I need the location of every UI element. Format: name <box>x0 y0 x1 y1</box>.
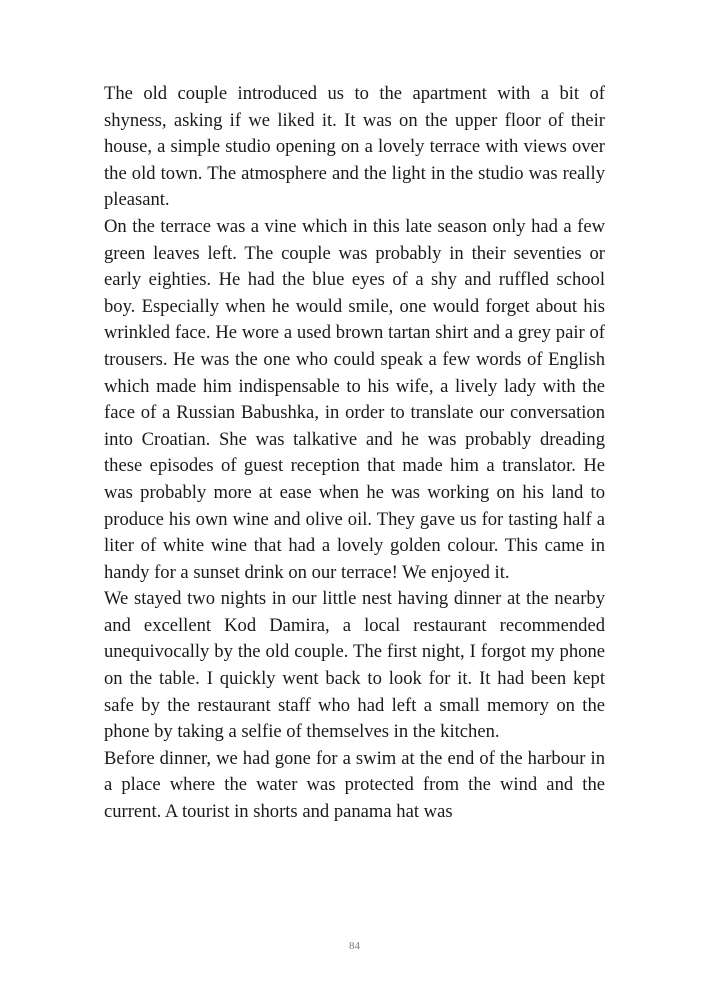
paragraph-dinner-phone: We stayed two nights in our little nest having dinner at the nearby and excellent Kod Damira, a local restaurant recommended unequivocally by the old couple. The first night, I forgot my phone on the table. I quickly went back to look for it. It had been kept safe by the restaurant staff who had left a small memory on the phone by taking a selfie of themselves in the kitchen. <box>104 588 605 743</box>
body-text <box>104 81 605 826</box>
paragraph-terrace-couple: On the terrace was a vine which in this late season only had a few green leaves left. The couple was probably in their seventies or early eighties. He had the blue eyes of a shy and ruffled school boy. Especially when he would smile, one would forget about his wrinkled face. He wore a used brown tartan shirt and a grey pair of trousers. He was the one who could speak a few words of English which made him indispensable to his wife, a lively lady with the face of a Russian Babushka, in order to translate our conversation into Croatian. She was talkative and he was probably dreading these episodes of guest reception that made him a translator. He was probably more at ease when he was working on his land to produce his own wine and olive oil. They gave us for tasting half a liter of white wine that had a lovely golden colour. This came in handy for a sunset drink on our terrace! We enjoyed it. <box>104 215 605 583</box>
paragraph-swim: Before dinner, we had gone for a swim at the end of the harbour in a place where the water was protected from the wind and the current. A tourist in shorts and panama hat was <box>104 747 605 823</box>
paragraph-apartment-intro: The old couple introduced us to the apartment with a bit of shyness, asking if we liked it. It was on the upper floor of their house, a simple studio opening on a lovely terrace with views over the old town. The atmosphere and the light in the studio was really pleasant. <box>104 83 605 211</box>
page-number: 84 <box>349 940 360 952</box>
